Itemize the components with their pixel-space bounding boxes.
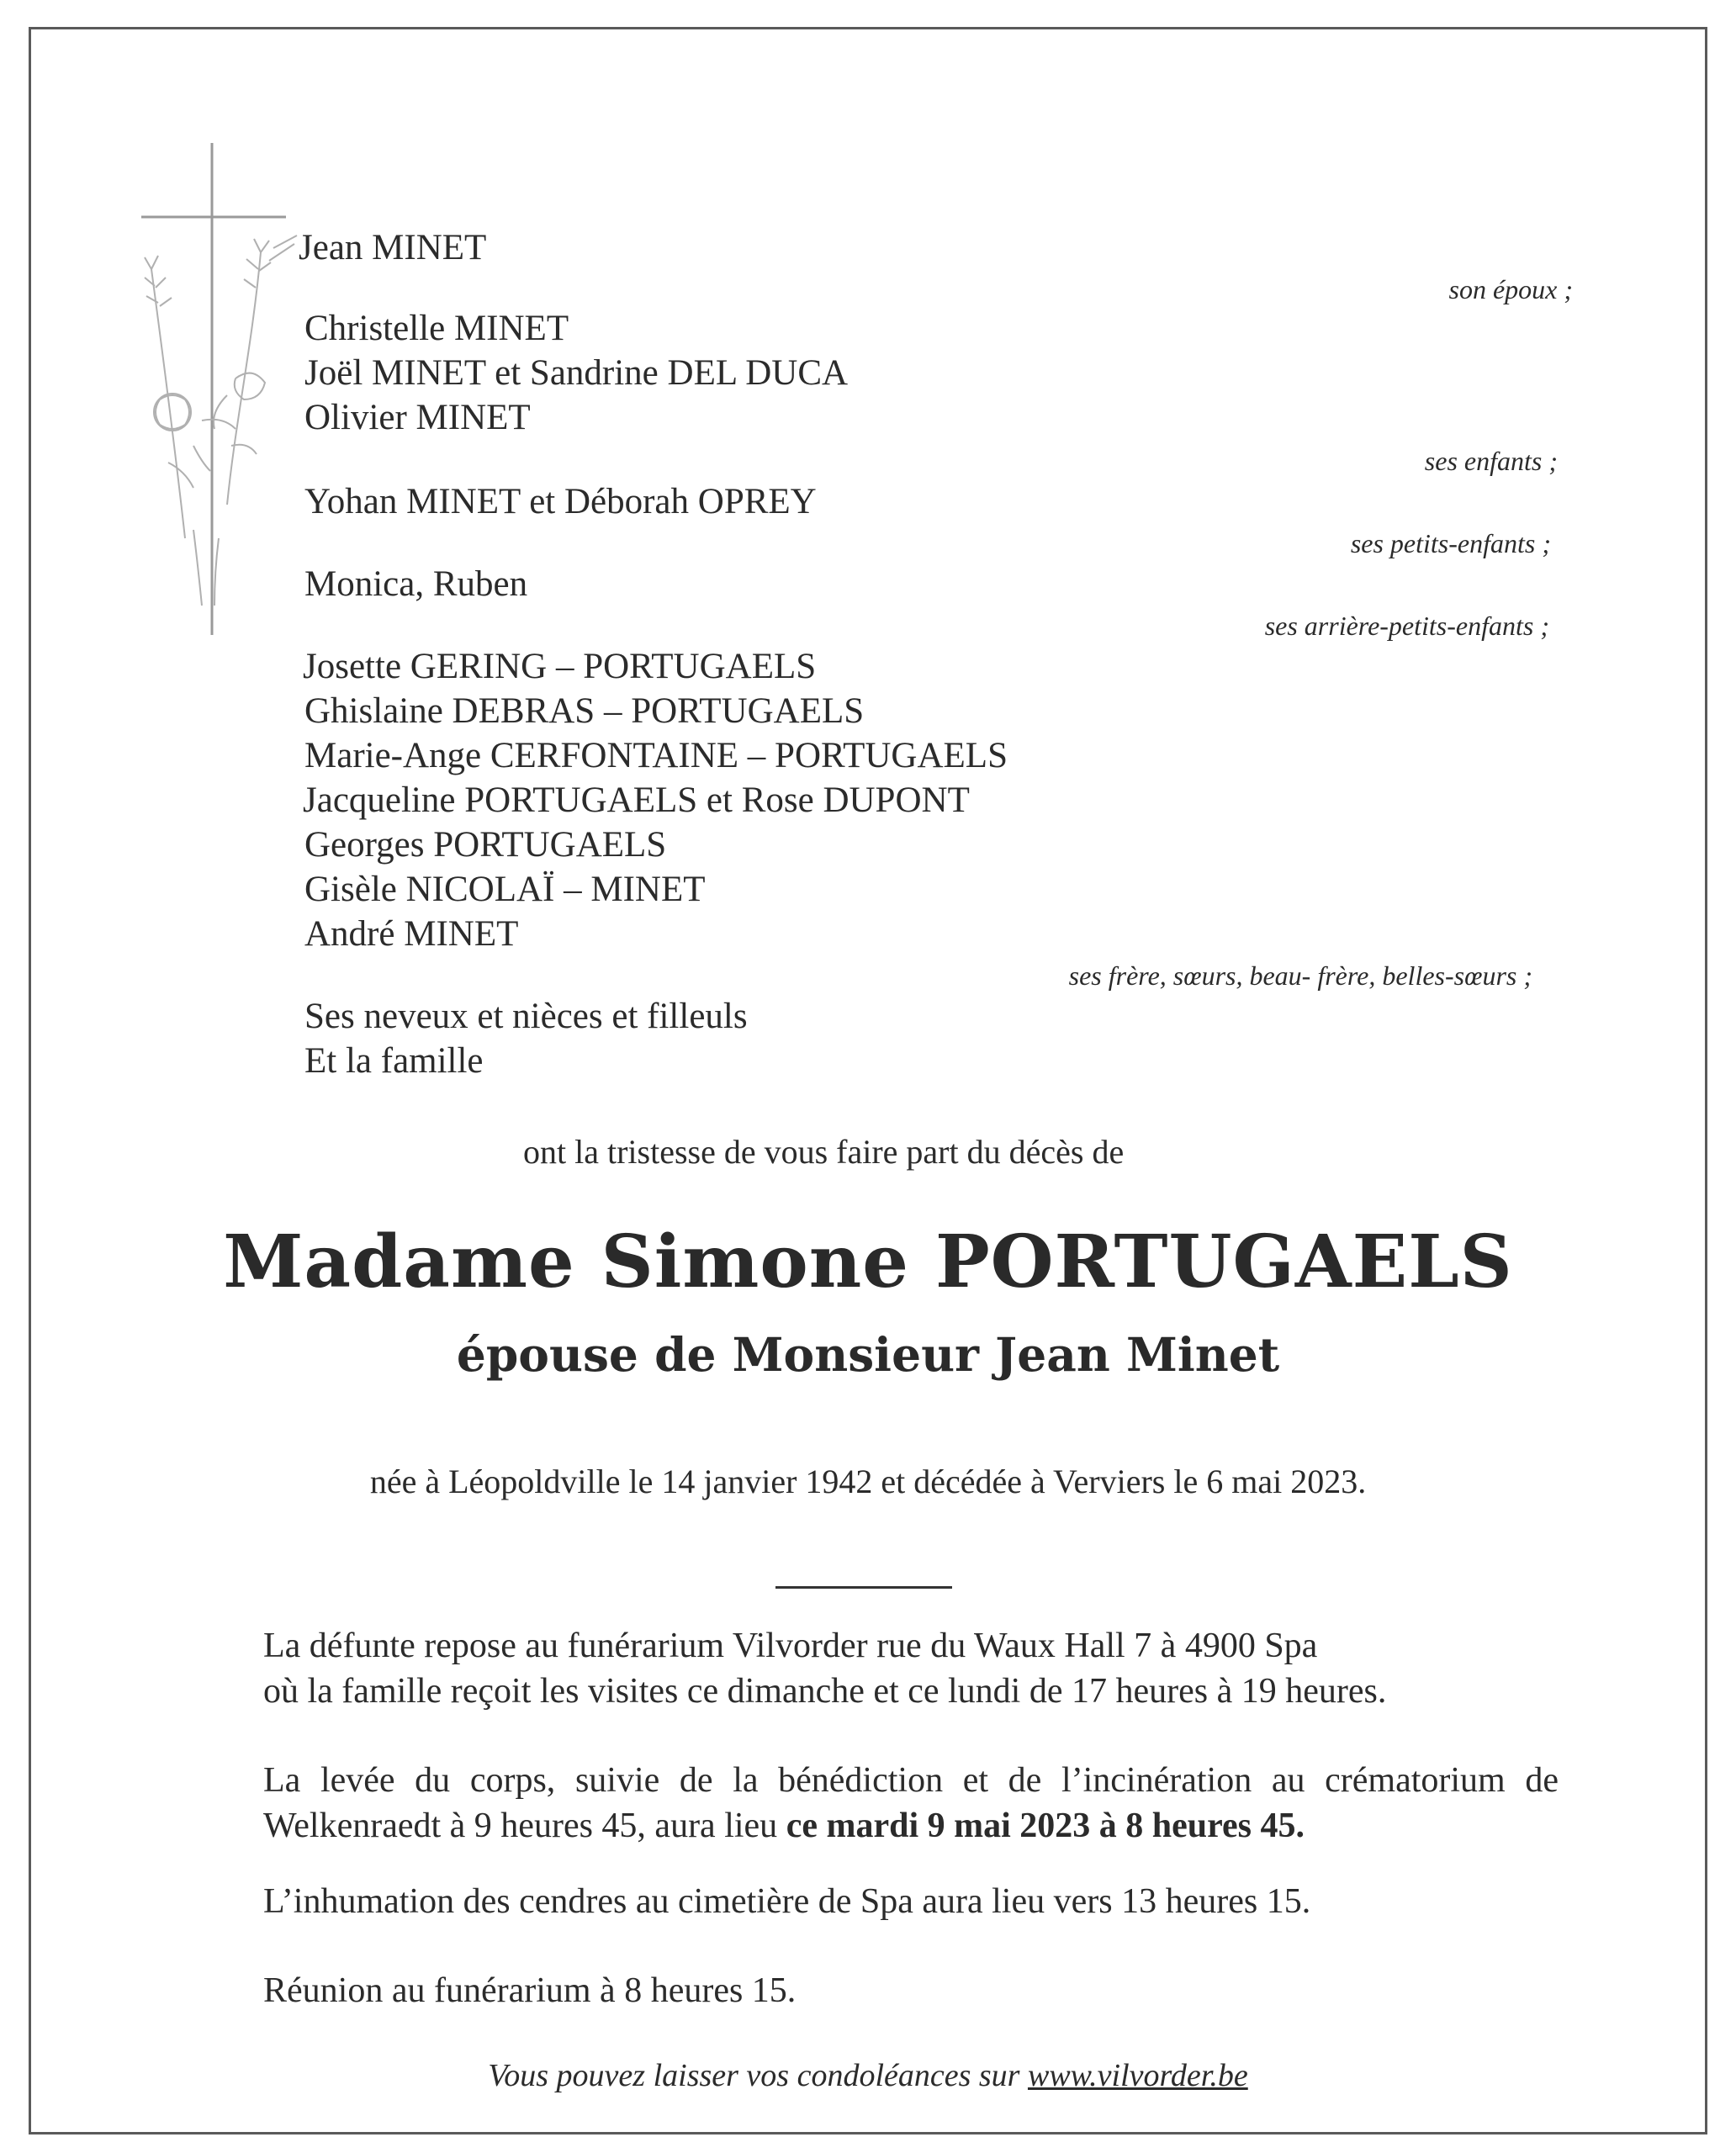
grandchild-name: Yohan MINET et Déborah OPREY xyxy=(304,482,817,521)
inhumation-line: L’inhumation des cendres au cimetière de Spa aura lieu vers 13 heures 15. xyxy=(263,1882,1311,1921)
sibling-name: André MINET xyxy=(304,914,519,954)
great-grandchild-name: Monica, Ruben xyxy=(304,564,528,604)
cross-flower-icon xyxy=(135,143,303,639)
ceremony-date: ce mardi 9 mai 2023 à 8 heures 45. xyxy=(786,1807,1305,1845)
birth-death-dates: née à Léopoldville le 14 janvier 1942 et décédée à Verviers le 6 mai 2023. xyxy=(369,1463,1367,1500)
condolences-link[interactable]: www.vilvorder.be xyxy=(1027,2058,1248,2093)
great-grandchildren-role: ses arrière-petits-enfants ; xyxy=(1264,611,1549,641)
child-name: Christelle MINET xyxy=(304,309,569,348)
sibling-name: Ghislaine DEBRAS – PORTUGAELS xyxy=(304,691,865,731)
condolences-footer xyxy=(0,2057,1736,2094)
ceremony-paragraph xyxy=(263,1758,1559,1849)
sibling-name: Josette GERING – PORTUGAELS xyxy=(303,647,817,686)
ceremony-text: La levée du corps, suivie de la bénédiction et de l’incinération au crématorium de Welkenraedt à 9 heures 45, aura lieu xyxy=(263,1761,1559,1845)
spouse-role: son époux ; xyxy=(1448,274,1573,304)
divider xyxy=(775,1586,952,1589)
sibling-name: Marie-Ange CERFONTAINE – PORTUGAELS xyxy=(304,736,1008,775)
child-name: Olivier MINET xyxy=(304,398,531,437)
siblings-role: ses frère, sœurs, beau- frère, belles-sœurs ; xyxy=(1068,960,1532,991)
reunion-line: Réunion au funérarium à 8 heures 15. xyxy=(263,1971,797,2010)
spouse-name: Jean MINET xyxy=(299,228,487,267)
grandchildren-role: ses petits-enfants ; xyxy=(1350,528,1551,558)
others-line: Ses neveux et nièces et filleuls xyxy=(304,997,748,1036)
child-name: Joël MINET et Sandrine DEL DUCA xyxy=(304,353,849,393)
deceased-subtitle: épouse de Monsieur Jean Minet xyxy=(456,1327,1280,1382)
sibling-name: Jacqueline PORTUGAELS et Rose DUPONT xyxy=(303,780,970,820)
announcement-intro: ont la tristesse de vous faire part du décès de xyxy=(523,1133,1125,1171)
children-role: ses enfants ; xyxy=(1424,446,1558,476)
deceased-name: Madame Simone PORTUGAELS xyxy=(223,1219,1513,1304)
sibling-name: Georges PORTUGAELS xyxy=(304,825,667,865)
condolences-text: Vous pouvez laisser vos condoléances sur xyxy=(488,2058,1028,2093)
repose-line-1: La défunte repose au funérarium Vilvorder rue du Waux Hall 7 à 4900 Spa xyxy=(263,1627,1318,1665)
sibling-name: Gisèle NICOLAÏ – MINET xyxy=(304,870,706,909)
repose-line-2: où la famille reçoit les visites ce dimanche et ce lundi de 17 heures à 19 heures. xyxy=(263,1672,1387,1711)
others-line: Et la famille xyxy=(304,1041,484,1081)
